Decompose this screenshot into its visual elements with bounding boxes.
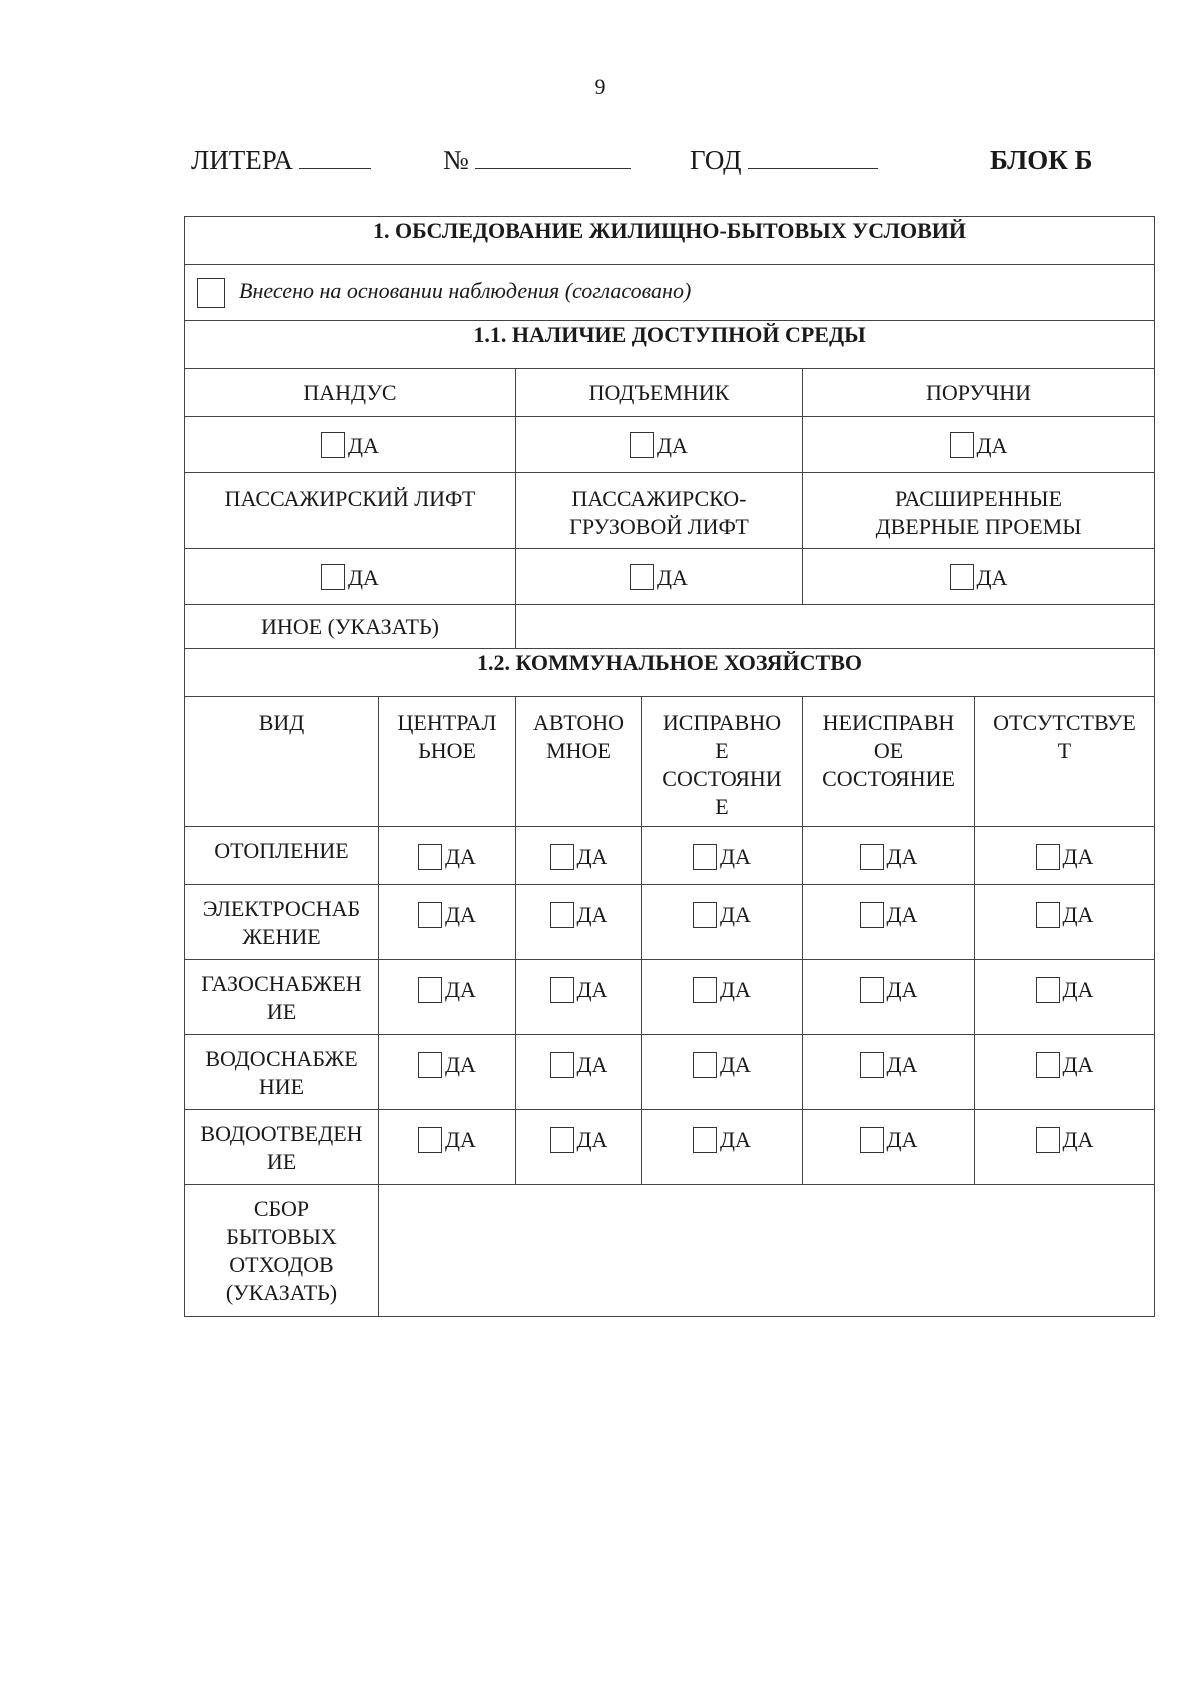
row-label-water-supply-l2: НИЕ [258,1074,305,1099]
ramp-label: ПАНДУС [185,369,516,417]
col-header-faulty-l3: СОСТОЯНИЕ [822,766,955,791]
lift-platform-label: ПОДЪЕМНИК [516,369,803,417]
drainage-autonomous-checkbox[interactable] [550,1127,574,1153]
water-supply-autonomous-checkbox[interactable] [550,1052,574,1078]
gas-faulty-checkbox[interactable] [860,977,884,1003]
litera-input[interactable] [299,146,371,169]
yes-label: ДА [720,843,751,869]
yes-label: ДА [576,1051,608,1077]
access-row-1-labels [185,369,1155,417]
row-label-waste-l2: БЫТОВЫХ [226,1224,337,1249]
survey-table [184,216,1155,1317]
gas-working-checkbox[interactable] [693,977,717,1003]
freight-elevator-checkbox[interactable] [630,564,654,590]
page-number: 9 [594,74,606,99]
col-header-faulty [803,697,975,827]
utility-check-cell [642,827,803,885]
passenger-elevator-yes-cell [185,549,516,605]
col-header-absent-l1: ОТСУТСТВУЕ [993,710,1136,735]
lift-platform-yes-cell [516,417,803,473]
access-row-2-labels [185,473,1155,549]
access-row-1-checks [185,417,1155,473]
handrails-label: ПОРУЧНИ [803,369,1155,417]
utility-check-cell [803,1035,975,1110]
gas-central-checkbox[interactable] [418,977,442,1003]
col-header-working-l1: ИСПРАВНО [662,710,782,735]
yes-label: ДА [445,843,476,869]
col-header-autonomous-l1: АВТОНО [532,710,625,735]
utility-check-cell [379,960,516,1035]
section1-header-row [185,217,1155,265]
freight-elevator-line2: ГРУЗОВОЙ ЛИФТ [569,514,749,539]
passenger-elevator-label [185,473,516,549]
wide-doorways-line2: ДВЕРНЫЕ ПРОЕМЫ [875,514,1082,539]
row-label-gas-l1: ГАЗОСНАБЖЕН [201,971,362,996]
col-header-central-l1: ЦЕНТРАЛ [397,710,497,735]
utility-check-cell [379,827,516,885]
gas-autonomous-checkbox[interactable] [550,977,574,1003]
col-header-working-l2: Е [715,738,729,763]
section1-title: 1. ОБСЛЕДОВАНИЕ ЖИЛИЩНО-БЫТОВЫХ УСЛОВИЙ [185,217,1155,265]
wide-doorways-label [803,473,1155,549]
yes-label: ДА [576,976,608,1002]
year-label: ГОД [690,145,742,175]
yes-label: ДА [886,843,918,869]
yes-label: ДА [1062,843,1094,869]
lift-platform-checkbox[interactable] [630,432,654,458]
row-label-waste-l1: СБОР [253,1196,310,1221]
litera-field [191,145,371,176]
electricity-absent-checkbox[interactable] [1036,902,1060,928]
yes-label: ДА [720,1051,751,1077]
freight-elevator-label [516,473,803,549]
yes-label: ДА [1062,976,1094,1002]
row-label-water-supply-l1: ВОДОСНАБЖЕ [205,1046,358,1071]
handrails-yes-cell [803,417,1155,473]
ramp-yes-cell [185,417,516,473]
row-label-electricity-l1: ЭЛЕКТРОСНАБ [202,896,361,921]
utility-check-cell [379,1035,516,1110]
drainage-central-checkbox[interactable] [418,1127,442,1153]
observation-row [185,265,1155,321]
water-supply-central-checkbox[interactable] [418,1052,442,1078]
col-header-central [379,697,516,827]
litera-label: ЛИТЕРА [191,145,293,175]
heating-working-checkbox[interactable] [693,844,717,870]
yes-label: ДА [657,432,688,458]
utility-check-cell [642,1110,803,1185]
col-header-absent [975,697,1155,827]
utility-check-cell [642,885,803,960]
yes-label: ДА [348,564,379,590]
access-row-2-checks [185,549,1155,605]
ramp-checkbox[interactable] [321,432,345,458]
section12-header-row [185,649,1155,697]
observation-cell [185,265,1155,321]
electricity-central-checkbox[interactable] [418,902,442,928]
year-field [690,145,878,176]
drainage-working-checkbox[interactable] [693,1127,717,1153]
heating-faulty-checkbox[interactable] [860,844,884,870]
water-supply-working-checkbox[interactable] [693,1052,717,1078]
observation-note: Внесено на основании наблюдения (согласовано) [239,278,692,304]
yes-label: ДА [348,432,379,458]
yes-label: ДА [576,843,608,869]
water-supply-faulty-checkbox[interactable] [860,1052,884,1078]
other-input-cell[interactable] [516,605,1155,649]
utility-check-cell [516,827,642,885]
yes-label: ДА [1062,1051,1094,1077]
row-label-gas [185,960,379,1035]
wide-doorways-yes-cell [803,549,1155,605]
utility-check-cell [975,827,1155,885]
heating-absent-checkbox[interactable] [1036,844,1060,870]
block-label: БЛОК Б [990,145,1093,175]
yes-label: ДА [576,1126,608,1152]
col-header-central-l2: ЬНОЕ [418,738,476,763]
row-label-heating [185,827,379,885]
utility-check-cell [803,1110,975,1185]
utility-check-cell [516,960,642,1035]
year-input[interactable] [748,146,878,169]
section11-header-row [185,321,1155,369]
utility-check-cell [379,1110,516,1185]
electricity-autonomous-checkbox[interactable] [550,902,574,928]
yes-label: ДА [720,901,751,927]
passenger-elevator-text: ПАССАЖИРСКИЙ ЛИФТ [224,486,476,511]
electricity-working-checkbox[interactable] [693,902,717,928]
yes-label: ДА [720,976,751,1002]
utility-header-row [185,697,1155,827]
yes-label: ДА [576,901,608,927]
utility-row [185,1035,1155,1110]
number-label: № [443,145,469,175]
other-label: ИНОЕ (УКАЗАТЬ) [185,605,516,649]
row-label-drainage-l2: ИЕ [266,1149,297,1174]
utility-check-cell [516,1110,642,1185]
section11-title: 1.1. НАЛИЧИЕ ДОСТУПНОЙ СРЕДЫ [185,321,1155,369]
observation-checkbox[interactable] [197,278,225,308]
electricity-faulty-checkbox[interactable] [860,902,884,928]
col-header-working-l4: Е [715,794,729,819]
yes-label: ДА [976,432,1008,458]
handrails-checkbox[interactable] [950,432,974,458]
yes-label: ДА [445,1126,476,1152]
utility-row [185,1110,1155,1185]
utility-check-cell [803,960,975,1035]
utility-check-cell [803,827,975,885]
waste-row [185,1185,1155,1317]
utility-check-cell [642,960,803,1035]
col-header-type-text: ВИД [258,710,305,735]
col-header-faulty-l2: ОЕ [873,738,904,763]
yes-label: ДА [886,901,918,927]
utility-row [185,960,1155,1035]
freight-elevator-yes-cell [516,549,803,605]
yes-label: ДА [976,564,1008,590]
yes-label: ДА [886,976,918,1002]
col-header-autonomous [516,697,642,827]
water-supply-absent-checkbox[interactable] [1036,1052,1060,1078]
yes-label: ДА [657,564,688,590]
other-row [185,605,1155,649]
section12-title: 1.2. КОММУНАЛЬНОЕ ХОЗЯЙСТВО [185,649,1155,697]
utility-check-cell [975,960,1155,1035]
gas-absent-checkbox[interactable] [1036,977,1060,1003]
drainage-faulty-checkbox[interactable] [860,1127,884,1153]
number-field [443,145,631,176]
col-header-working-l3: СОСТОЯНИ [662,766,782,791]
col-header-absent-l2: Т [1057,738,1072,763]
row-label-gas-l2: ИЕ [266,999,297,1024]
utility-row [185,827,1155,885]
col-header-type [185,697,379,827]
yes-label: ДА [1062,901,1094,927]
col-header-working [642,697,803,827]
yes-label: ДА [445,976,476,1002]
utility-check-cell [379,885,516,960]
col-header-autonomous-l2: МНОЕ [546,738,611,763]
utility-check-cell [516,885,642,960]
utility-row [185,885,1155,960]
yes-label: ДА [886,1126,918,1152]
row-label-water-supply [185,1035,379,1110]
row-label-waste [185,1185,379,1317]
passenger-elevator-checkbox[interactable] [321,564,345,590]
yes-label: ДА [1062,1126,1094,1152]
utility-check-cell [975,1035,1155,1110]
row-label-waste-l4: (УКАЗАТЬ) [225,1280,338,1305]
utility-check-cell [642,1035,803,1110]
yes-label: ДА [886,1051,918,1077]
heating-central-checkbox[interactable] [418,844,442,870]
col-header-faulty-l1: НЕИСПРАВН [822,710,955,735]
utility-check-cell [975,885,1155,960]
heating-autonomous-checkbox[interactable] [550,844,574,870]
utility-check-cell [975,1110,1155,1185]
row-label-drainage [185,1110,379,1185]
yes-label: ДА [445,901,476,927]
freight-elevator-line1: ПАССАЖИРСКО- [571,486,747,511]
yes-label: ДА [445,1051,476,1077]
utility-check-cell [803,885,975,960]
number-input[interactable] [475,146,631,169]
row-label-electricity-l2: ЖЕНИЕ [242,924,321,949]
yes-label: ДА [720,1126,751,1152]
row-label-heating-text: ОТОПЛЕНИЕ [214,838,349,863]
utility-check-cell [516,1035,642,1110]
row-label-electricity [185,885,379,960]
waste-input-cell[interactable] [379,1185,1155,1317]
drainage-absent-checkbox[interactable] [1036,1127,1060,1153]
row-label-drainage-l1: ВОДООТВЕДЕН [200,1121,363,1146]
wide-doorways-checkbox[interactable] [950,564,974,590]
wide-doorways-line1: РАСШИРЕННЫЕ [894,486,1063,511]
row-label-waste-l3: ОТХОДОВ [229,1252,334,1277]
